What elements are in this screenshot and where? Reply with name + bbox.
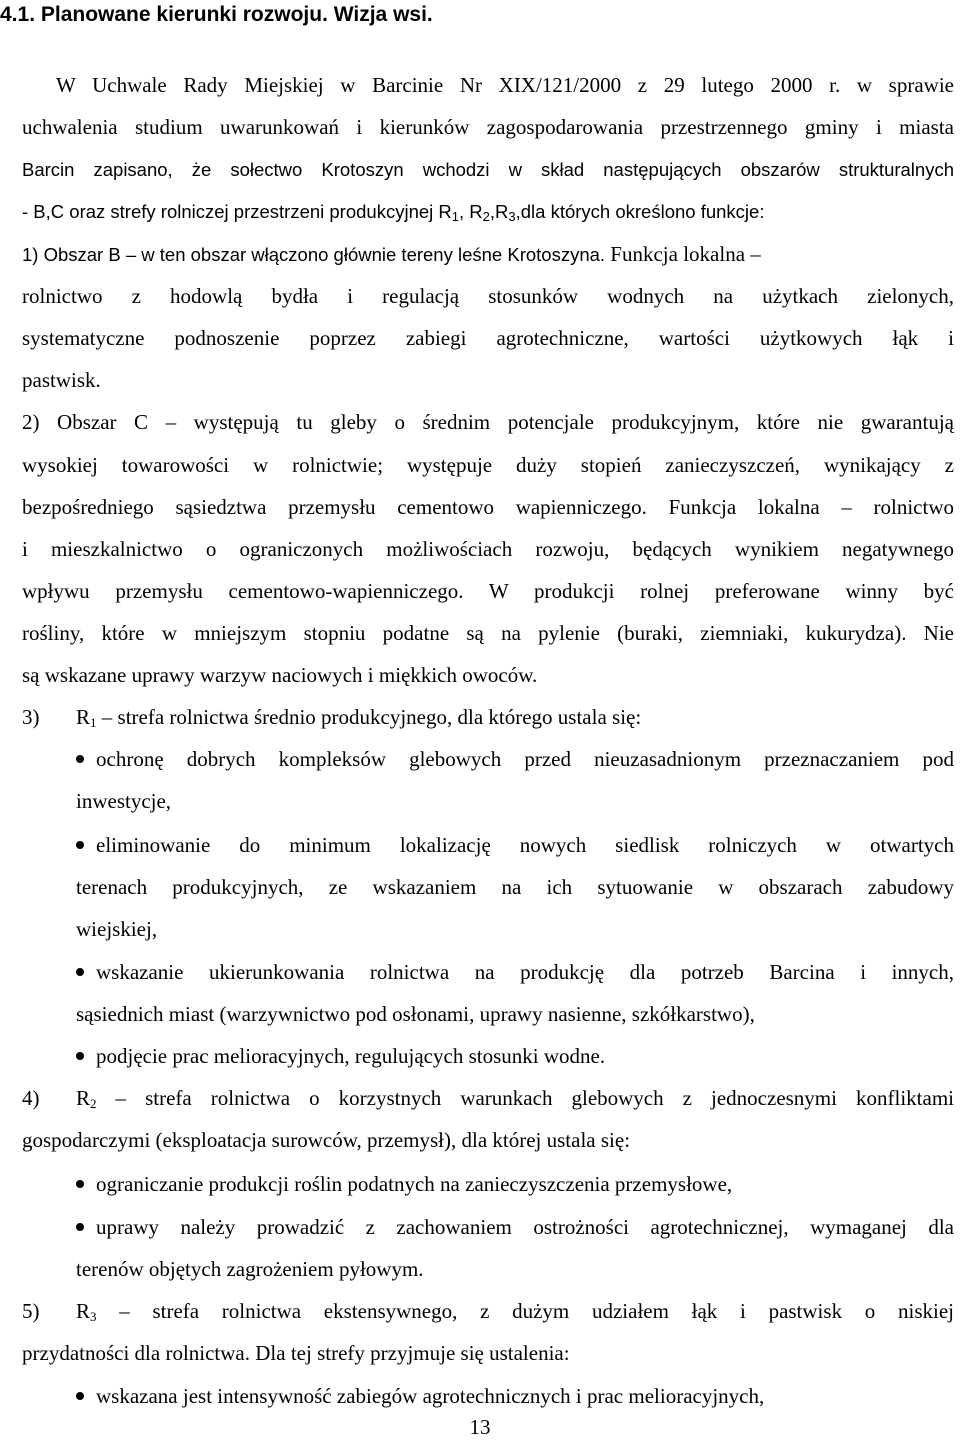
- bullet-icon: [76, 1052, 84, 1060]
- subscript-1: 1: [451, 209, 459, 224]
- p2-line-7: są wskazane uprawy warzyw naciowych i miękkich owoców.: [22, 663, 538, 687]
- p4-bullet-2-line-1: uprawy należy prowadzić z zachowaniem ostrożności agrotechnicznej, wymaganej dla: [76, 1214, 954, 1240]
- p2-line-3: bezpośredniego sąsiedztwa przemysłu cementowo wapienniczego. Funkcja lokalna – rolnictwo: [22, 495, 954, 519]
- intro-line-4-c: ,R: [489, 201, 509, 222]
- p5-bullet-1-line-1: wskazana jest intensywność zabiegów agrotechnicznych i prac melioracyjnych,: [76, 1383, 954, 1409]
- p5-zone-sub: 3: [90, 1309, 97, 1324]
- subscript-2: 2: [482, 209, 490, 224]
- intro-line-4-b: , R: [459, 201, 483, 222]
- p3-bullet-3-line-1: wskazanie ukierunkowania rolnictwa na produkcję dla potrzeb Barcina i innych,: [76, 959, 954, 985]
- section-heading: 4.1. Planowane kierunki rozwoju. Wizja wsi.: [0, 3, 433, 26]
- p3-bullet-2-line-3: wiejskiej,: [76, 917, 158, 941]
- p3-rest: – strefa rolnictwa średnio produkcyjnego, dla którego ustala się:: [96, 705, 642, 729]
- intro-line-4: [22, 199, 954, 225]
- p1-line-1-b: Funkcja lokalna –: [605, 242, 761, 266]
- p4-line-2: gospodarczymi (eksploatacja surowców, przemysł), dla której ustala się:: [22, 1128, 631, 1152]
- p2-line-5: wpływu przemysłu cementowo-wapienniczego. W produkcji rolnej preferowane winny być: [22, 579, 954, 603]
- p1-line-1: [22, 241, 954, 270]
- p1-line-2: rolnictwo z hodowlą bydła i regulacją stosunków wodnych na użytkach zielonych,: [22, 284, 954, 308]
- p3-bullet-4-line-1: podjęcie prac melioracyjnych, regulujących stosunki wodne.: [76, 1043, 954, 1069]
- p3-bullet-1-line-1: ochronę dobrych kompleksów glebowych przed nieuzasadnionym przeznaczaniem pod: [76, 746, 954, 772]
- page-number: 13: [469, 1415, 491, 1439]
- intro-line-3: Barcin zapisano, że sołectwo Krotoszyn wchodzi w skład następujących obszarów strukturalnych: [22, 159, 954, 180]
- p3-zone-sub: 1: [90, 715, 97, 730]
- intro-line-4-d: ,dla których określono funkcje:: [515, 201, 765, 222]
- p1-line-1-a: 1) Obszar B – w ten obszar włączono głównie tereny leśne Krotoszyna.: [22, 244, 606, 265]
- p3-bullet-2-line-2: terenach produkcyjnych, ze wskazaniem na ich sytuowanie w obszarach zabudowy: [76, 875, 954, 899]
- p4-bullet-2-line-2: terenów objętych zagrożeniem pyłowym.: [76, 1257, 424, 1281]
- p5-number: 5): [22, 1299, 40, 1323]
- p4-bullet-1-line-1: ograniczanie produkcji roślin podatnych na zanieczyszczenia przemysłowe,: [76, 1171, 954, 1197]
- bullet-icon: [76, 1223, 84, 1231]
- p2-line-4: i mieszkalnictwo o ograniczonych możliwościach rozwoju, będących wynikiem negatywnego: [22, 537, 954, 561]
- p2-line-6: rośliny, które w mniejszym stopniu podatne są na pylenie (buraki, ziemniaki, kukurydza). Nie: [22, 621, 954, 645]
- bullet-icon: [76, 755, 84, 763]
- p4-rest: – strefa rolnictwa o korzystnych warunkach glebowych z jednoczesnymi konfliktami: [96, 1086, 954, 1110]
- p5-zone-r: R: [76, 1299, 91, 1323]
- bullet-icon: [76, 841, 84, 849]
- p3-line-1: [22, 704, 954, 730]
- p2-line-2: wysokiej towarowości w rolnictwie; występuje duży stopień zanieczyszczeń, wynikający z: [22, 453, 954, 477]
- p3-bullet-1-line-2: inwestycje,: [76, 789, 172, 813]
- bullet-icon: [76, 1392, 84, 1400]
- p1-line-4: pastwisk.: [22, 368, 101, 392]
- intro-line-2: uchwalenia studium uwarunkowań i kierunków zagospodarowania przestrzennego gminy i miasta: [22, 115, 954, 139]
- p3-number: 3): [22, 705, 40, 729]
- p4-line-1: [22, 1085, 954, 1111]
- p3-bullet-3-line-2: sąsiednich miast (warzywnictwo pod osłonami, uprawy nasienne, szkółkarstwo),: [76, 1002, 755, 1026]
- p1-line-3: systematyczne podnoszenie poprzez zabiegi agrotechniczne, wartości użytkowych łąk i: [22, 326, 954, 350]
- p3-bullet-2-line-1: eliminowanie do minimum lokalizację nowych siedlisk rolniczych w otwartych: [76, 832, 954, 858]
- bullet-icon: [76, 968, 84, 976]
- p5-line-1: [22, 1298, 954, 1324]
- subscript-3: 3: [508, 209, 516, 224]
- p4-zone-sub: 2: [90, 1096, 97, 1111]
- p3-zone-r: R: [76, 705, 91, 729]
- p2-line-1: 2) Obszar C – występują tu gleby o średnim potencjale produkcyjnym, które nie gwarantują: [22, 410, 954, 434]
- p5-line-2: przydatności dla rolnictwa. Dla tej strefy przyjmuje się ustalenia:: [22, 1341, 570, 1365]
- p4-number: 4): [22, 1086, 40, 1110]
- intro-line-1: W Uchwale Rady Miejskiej w Barcinie Nr XIX/121/2000 z 29 lutego 2000 r. w sprawie: [56, 73, 954, 97]
- bullet-icon: [76, 1180, 84, 1188]
- p4-zone-r: R: [76, 1086, 91, 1110]
- intro-line-4-a: - B,C oraz strefy rolniczej przestrzeni produkcyjnej R: [22, 201, 452, 222]
- p5-rest: – strefa rolnictwa ekstensywnego, z dużym udziałem łąk i pastwisk o niskiej: [96, 1299, 954, 1323]
